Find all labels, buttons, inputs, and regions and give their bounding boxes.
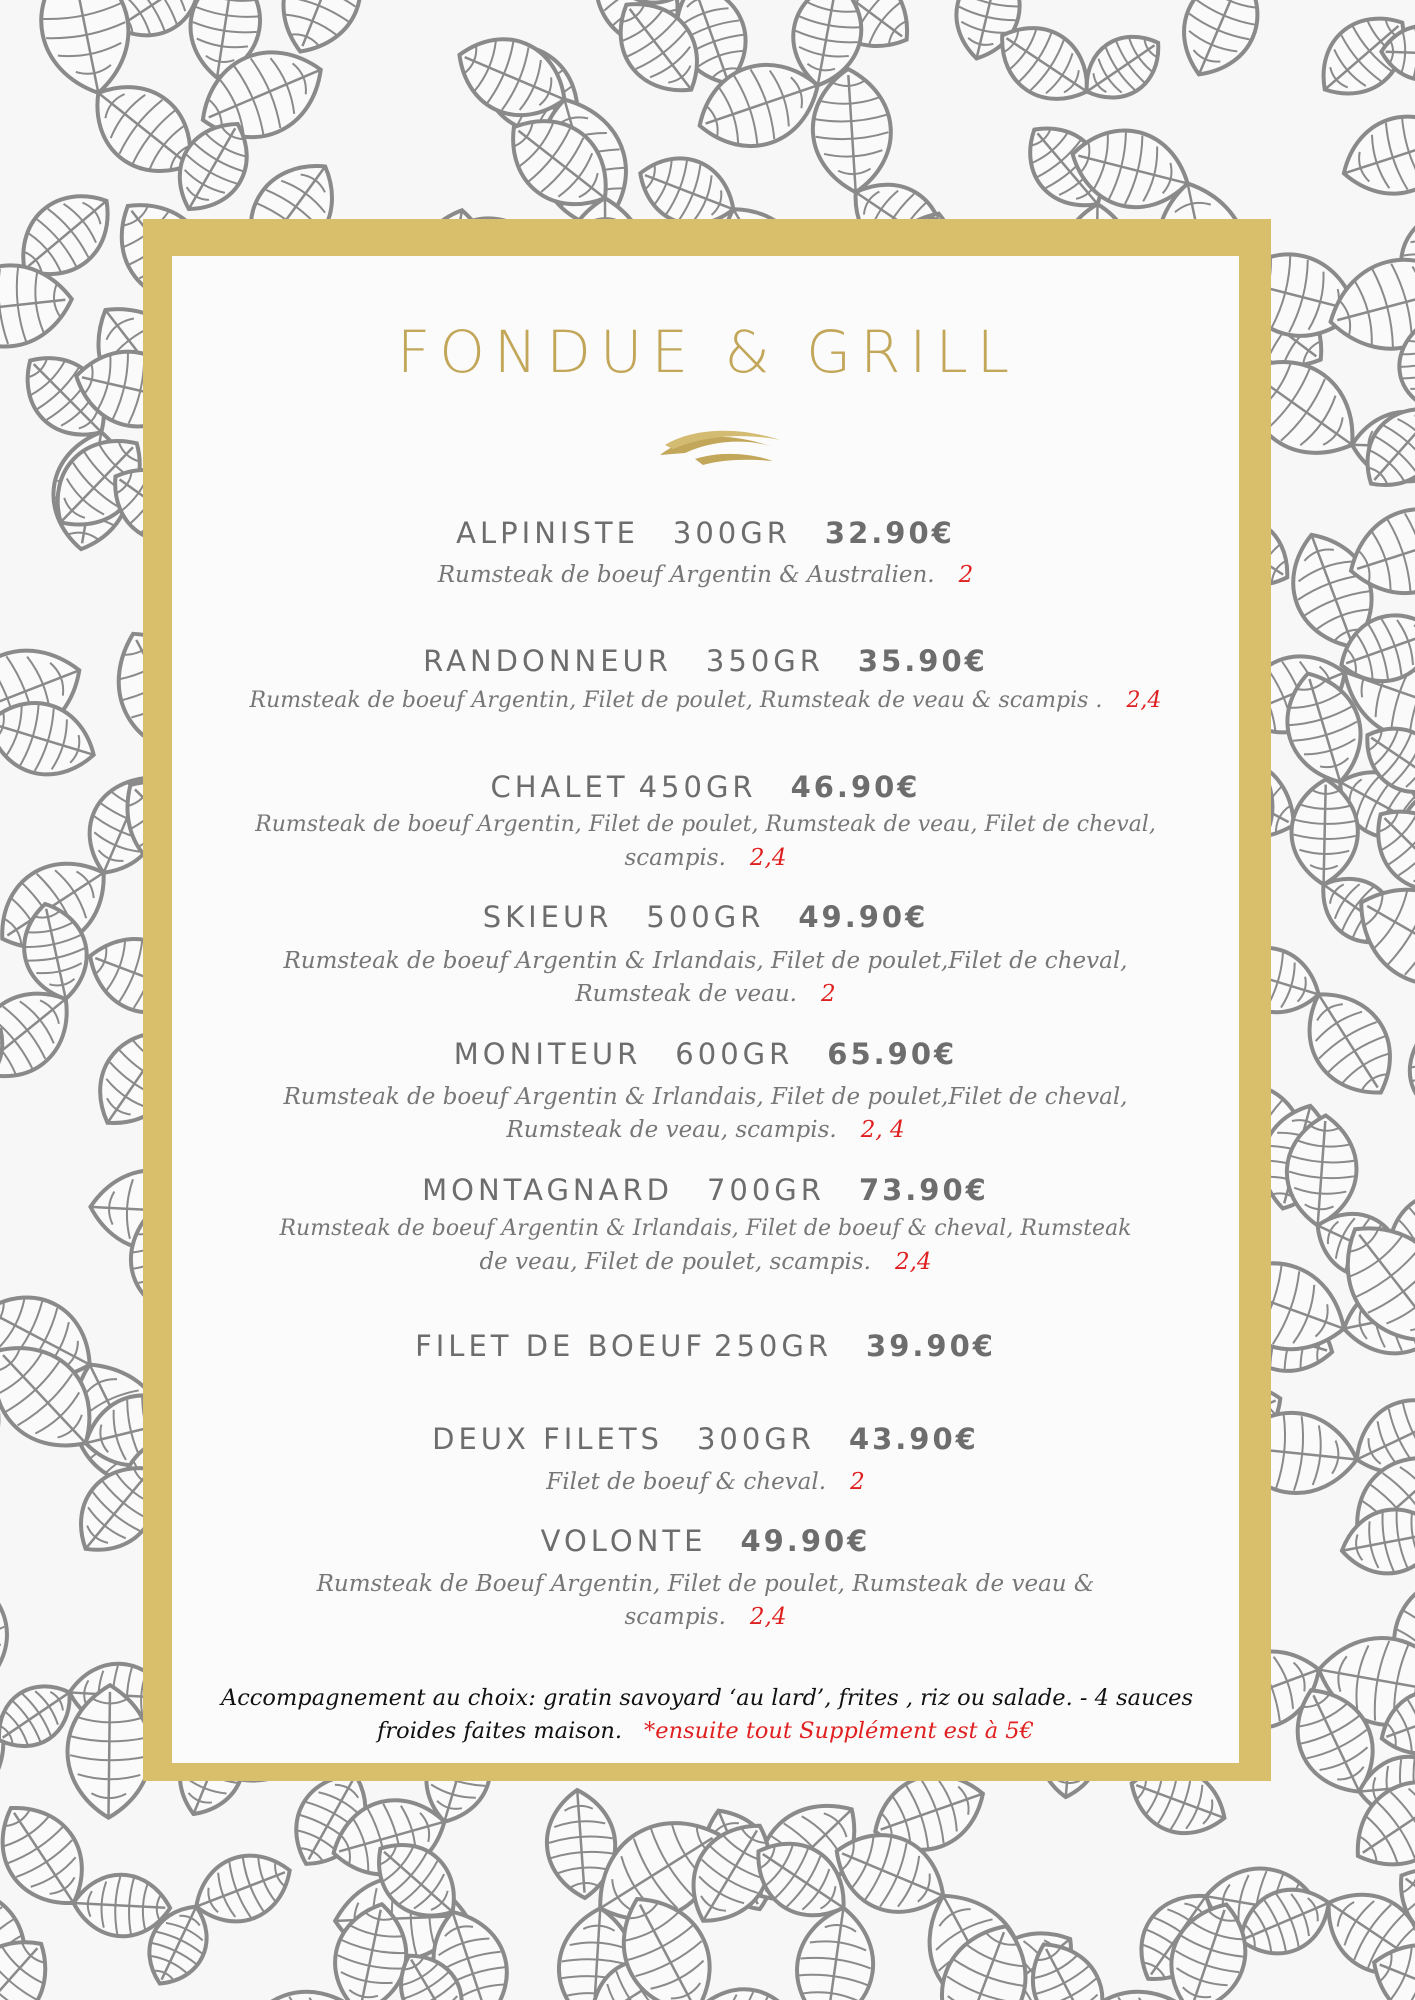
menu-item-name: MONITEUR 600GR 65.90€ [453, 1037, 958, 1071]
menu-item-description: Rumsteak de veau. 2 [575, 981, 836, 1007]
leaf-shape [789, 1902, 881, 2000]
menu-item-description: Rumsteak de boeuf Argentin, Filet de poulet, Rumsteak de veau, Filet de cheval, [255, 812, 1156, 837]
menu-item-description: Rumsteak de veau, scampis. 2, 4 [506, 1117, 905, 1143]
menu-item-description: scampis. 2,4 [624, 1604, 787, 1630]
leaf-shape [0, 689, 104, 788]
menu-item-description: Filet de boeuf & cheval. 2 [546, 1469, 865, 1495]
footer-note: Accompagnement au choix: gratin savoyard ‘au lard’, frites , riz ou salade. - 4 sauces [220, 1685, 1194, 1711]
menu-item-description: Rumsteak de boeuf Argentin & Irlandais, Filet de poulet,Filet de cheval, [283, 948, 1128, 974]
menu-item-description: Rumsteak de boeuf Argentin & Australien. 2 [437, 562, 974, 588]
swash-ornament-icon [655, 425, 785, 470]
menu-item-description: Rumsteak de boeuf Argentin & Irlandais, Filet de poulet,Filet de cheval, [283, 1084, 1128, 1110]
leaf-shape [1071, 20, 1173, 114]
menu-item-name: CHALET 450GR 46.90€ [490, 770, 921, 804]
menu-item-description: scampis. 2,4 [624, 845, 787, 871]
menu-item-description: Rumsteak de boeuf Argentin & Irlandais, Filet de boeuf & cheval, Rumsteak [279, 1216, 1132, 1241]
menu-item-description: Rumsteak de boeuf Argentin, Filet de poulet, Rumsteak de veau & scampis . 2,4 [249, 688, 1162, 713]
menu-item-name: DEUX FILETS 300GR 43.90€ [432, 1422, 979, 1456]
leaf-shape [1167, 0, 1275, 88]
menu-item-name: FILET DE BOEUF 250GR 39.90€ [415, 1329, 996, 1363]
leaf-shape [1332, 101, 1415, 209]
menu-item-name: RANDONNEUR 350GR 35.90€ [423, 644, 988, 678]
footer-note: froides faites maison. *ensuite tout Supplément est à 5€ [377, 1718, 1034, 1744]
menu-item-name: ALPINISTE 300GR 32.90€ [456, 516, 955, 550]
menu-item-description: Rumsteak de Boeuf Argentin, Filet de poulet, Rumsteak de veau & [316, 1571, 1095, 1597]
leaf-shape [1395, 1027, 1415, 1131]
menu-item-name: VOLONTE 49.90€ [540, 1524, 871, 1558]
menu-item-name: MONTAGNARD 700GR 73.90€ [422, 1173, 989, 1207]
menu-title: FONDUE & GRILL [396, 318, 1019, 386]
leaf-shape [1336, 1501, 1415, 1582]
leaf-shape [121, 1989, 266, 2000]
menu-item-name: SKIEUR 500GR 49.90€ [482, 900, 929, 934]
leaf-shape [0, 1566, 18, 1695]
menu-item-description: de veau, Filet de poulet, scampis. 2,4 [479, 1249, 932, 1275]
